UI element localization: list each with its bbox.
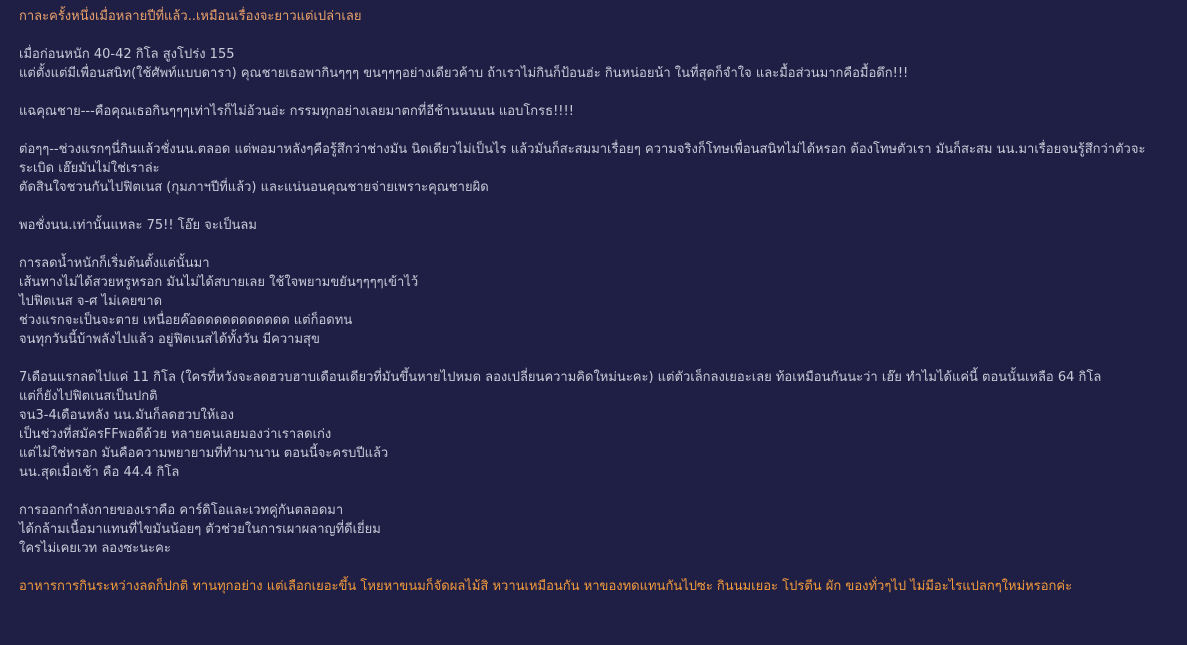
text-line: แต่ก็ยังไปฟิตเนสเป็นปกติ <box>19 389 158 404</box>
text-line: จนทุกวันนี้บ้าพลังไปแล้ว อยู่ฟิตเนสได้ทั้งวัน มีความสุข <box>19 332 320 347</box>
text-line: ได้กล้ามเนื้อมาแทนที่ไขมันน้อยๆ ตัวช่วยในการเผาผลาญที่ดีเยี่ยม <box>19 522 381 537</box>
text-line: เมื่อก่อนหนัก 40-42 กิโล สูงโปร่ง 155 <box>19 47 235 62</box>
text-line: แต่ตั้งแต่มีเพื่อนสนิท(ใช้ศัพท์แบบดารา) คุณชายเธอพากินๆๆๆ ขนๆๆๆอย่างเดียวค้าบ ถ้าเราไม่กินก็ป้อนฮ่ะ กินหน่อยน้า ในที่สุดก็จำใจ และมื้อส่วนมากคือมื้อดึก!!! <box>19 66 909 81</box>
paragraph-friend <box>19 102 1169 121</box>
paragraph-diet <box>19 577 1169 596</box>
paragraph-exercise <box>19 501 1169 558</box>
text-line: ใครไม่เคยเวท ลองซะนะคะ <box>19 541 171 556</box>
text-line: เส้นทางไม่ได้สวยหรูหรอก มันไม่ได้สบายเลย ใช้ใจพยามขยันๆๆๆๆเข้าไว้ <box>19 275 419 290</box>
paragraph-gain <box>19 140 1169 197</box>
text-line: เป็นช่วงที่สมัครFFพอดีด้วย หลายคนเลยมองว่าเราลดเก่ง <box>19 427 332 442</box>
paragraph-progress <box>19 368 1169 482</box>
text-line: ต่อๆๆ--ช่วงแรกๆนี่กินแล้วชั่งนน.ตลอด แต่พอมาหลังๆคือรู้สึกว่าช่างมัน นิดเดียวไม่เป็นไร แล้วมันก็สะสมมาเรื่อยๆ ความจริงก็โทษเพื่อนสนิทไม่ได้หรอก ต้องโทษตัวเรา มันก็สะสม นน.มาเรื่อยจนรู้สึกว่าตัวจะระเบิด เฮ๊ยมันไม่ใช่เราล่ะ <box>19 142 1146 176</box>
text-line: การออกกำลังกายของเราคือ คาร์ดิโอและเวทคู่กันตลอดมา <box>19 503 344 518</box>
text-line: จน3-4เดือนหลัง นน.มันก็ลดฮวบให้เอง <box>19 408 234 423</box>
text-line: พอชั่งนน.เท่านั้นแหละ 75!! โอ๊ย จะเป็นลม <box>19 218 257 233</box>
post-title: กาละครั้งหนึ่งเมื่อหลายปีที่แล้ว..เหมือนเรื่องจะยาวแต่เปล่าเลย <box>19 9 362 24</box>
text-line: ช่วงแรกจะเป็นจะตาย เหนื่อยค๊อดดดดดดดดดดด แต่ก็อดทน <box>19 313 353 328</box>
text-line: ไปฟิตเนส จ-ศ ไม่เคยขาด <box>19 294 163 309</box>
paragraph-start-weight <box>19 45 1169 83</box>
text-line: แฉคุณชาย---คือคุณเธอกินๆๆๆเท่าไรก็ไม่อ้วนอ่ะ กรรมทุกอย่างเลยมาตกที่อีช้านนนนน แอบโกรธ!!!! <box>19 104 574 119</box>
text-line: นน.สุดเมื่อเช้า คือ 44.4 กิโล <box>19 465 180 480</box>
text-line: การลดน้ำหนักก็เริ่มต้นตั้งแต่นั้นมา <box>19 256 210 271</box>
text-line: 7เดือนแรกลดไปแค่ 11 กิโล (ใครที่หวังจะลดฮวบฮาบเดือนเดียวที่มันขึ้นหายไปหมด ลองเปลี่ยนความคิดใหม่นะคะ) แต่ตัวเล็กลงเยอะเลย ท้อเหมือนกันนะว่า เฮ๊ย ทำไมได้แค่นี้ ตอนนั้นเหลือ 64 กิโล <box>19 370 1102 385</box>
text-line: อาหารการกินระหว่างลดก็ปกติ ทานทุกอย่าง แต่เลือกเยอะขึ้น โหยหาขนมก็จัดผลไม้สิ หวานเหมือนกัน หาของทดแทนกันไปซะ กินนมเยอะ โปรตีน ผัก ของทั่วๆไป ไม่มีอะไรแปลกๆใหม่หรอกค่ะ <box>19 579 1073 594</box>
text-line: แต่ไม่ใช่หรอก มันคือความพยายามที่ทำมานาน ตอนนี้จะครบปีแล้ว <box>19 446 389 461</box>
paragraph-journey <box>19 254 1169 349</box>
text-line: ตัดสินใจชวนกันไปฟิตเนส (กุมภาฯปีที่แล้ว) และแน่นอนคุณชายจ่ายเพราะคุณชายผิด <box>19 180 489 195</box>
paragraph-weigh-in <box>19 216 1169 235</box>
